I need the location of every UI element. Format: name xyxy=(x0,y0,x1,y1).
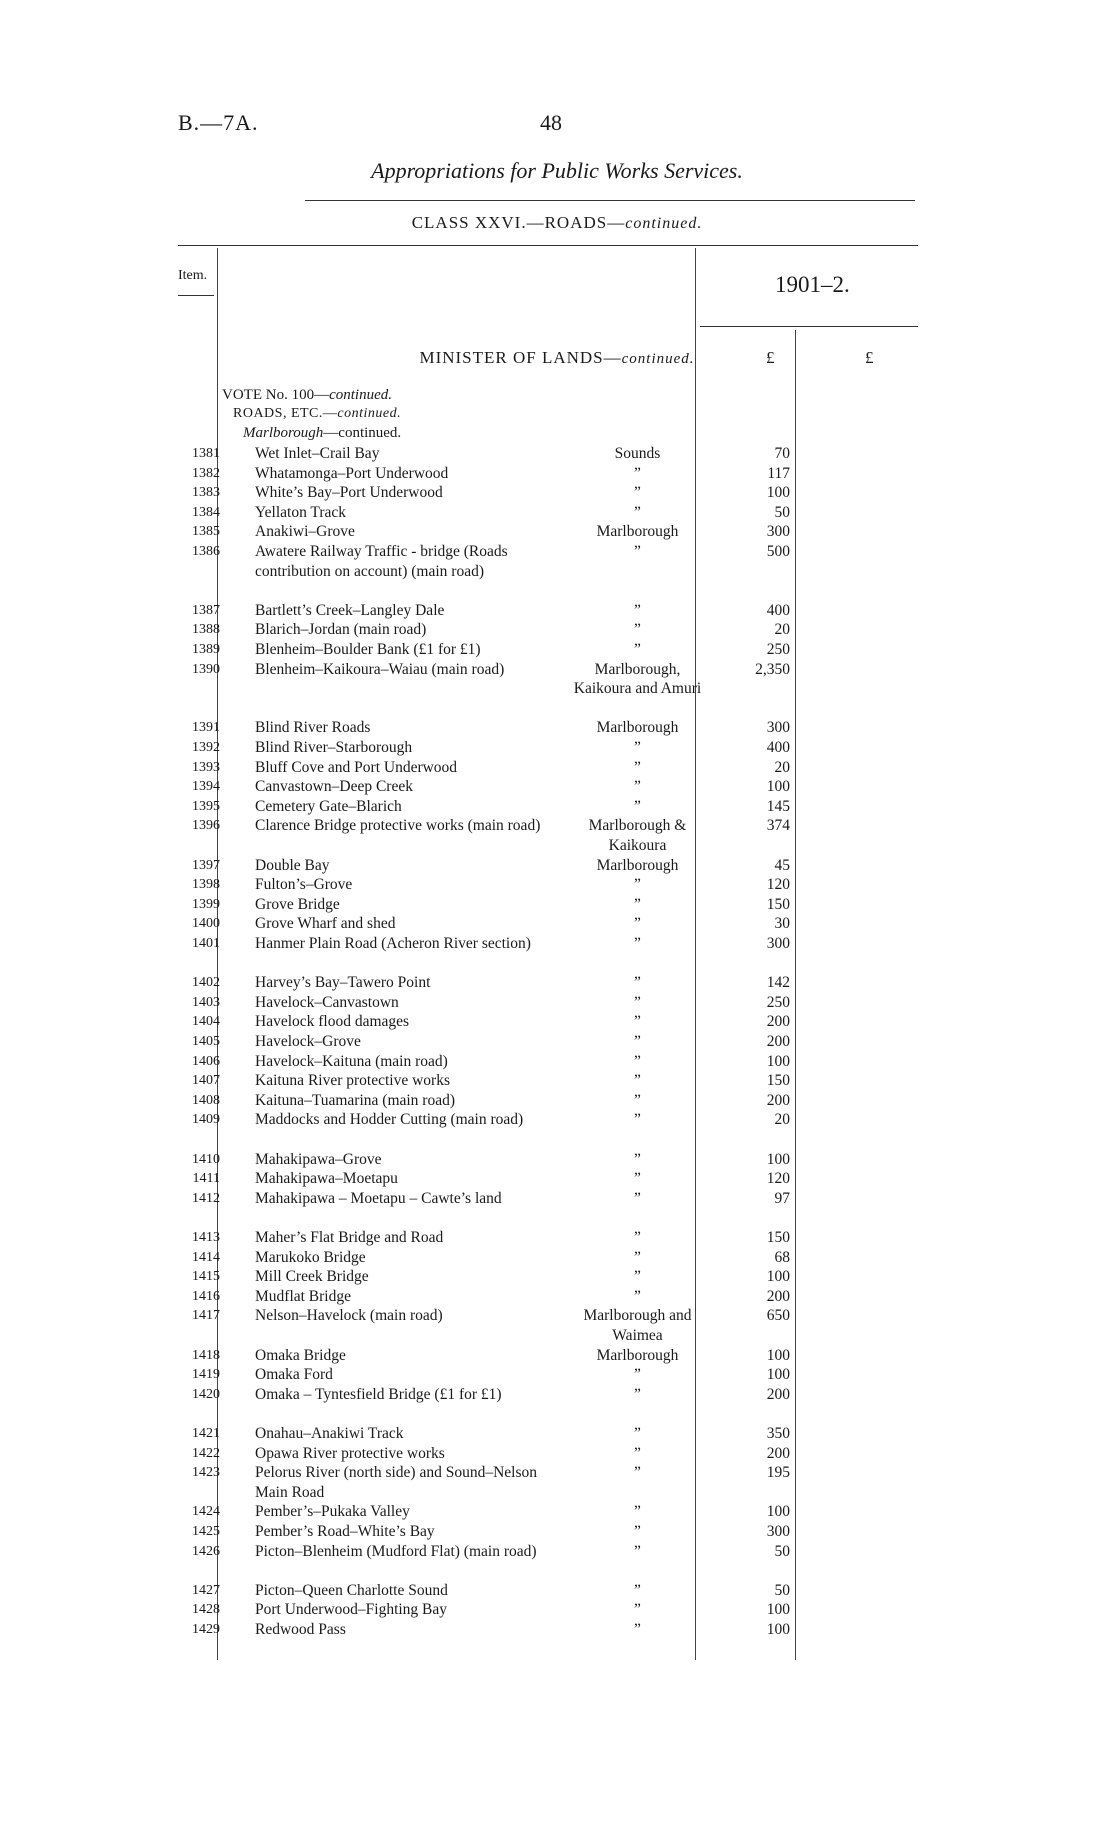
pound-column-2: £ xyxy=(865,348,874,367)
item-amount: 150 xyxy=(766,1229,790,1246)
item-name: Blind River–Starborough xyxy=(255,739,413,756)
roads-continued: continued. xyxy=(337,406,402,421)
item-district: ” xyxy=(634,1503,641,1521)
table-row xyxy=(0,1169,1114,1189)
item-number: 1412 xyxy=(192,1190,220,1206)
district-continued: —continued. xyxy=(323,425,402,441)
table-row xyxy=(0,1052,1114,1072)
table-row xyxy=(0,1306,1114,1345)
item-name: Mahakipawa–Grove xyxy=(255,1150,382,1168)
item-amount: 97 xyxy=(774,1189,790,1207)
vote-text: VOTE No. 100— xyxy=(222,387,330,403)
item-amount: 20 xyxy=(774,1111,790,1129)
item-district: ” xyxy=(634,758,641,776)
item-number: 1411 xyxy=(192,1171,220,1187)
minister-text: MINISTER OF LANDS— xyxy=(419,348,622,367)
item-number: 1384 xyxy=(192,504,220,520)
table-row xyxy=(0,1522,1114,1542)
table-row xyxy=(0,758,1114,778)
pound-column-1: £ xyxy=(766,348,775,367)
vote-heading xyxy=(222,387,392,404)
item-name: Onahau–Anakiwi Track xyxy=(255,1425,404,1442)
table-row xyxy=(0,797,1114,817)
item-district: ” xyxy=(634,1581,641,1599)
item-number: 1398 xyxy=(192,877,220,893)
item-name: Grove Wharf and shed xyxy=(255,915,396,933)
item-number: 1406 xyxy=(192,1053,220,1069)
item-district: ” xyxy=(634,974,641,992)
item-amount: 100 xyxy=(766,778,790,796)
item-amount: 250 xyxy=(766,993,790,1011)
item-number: 1386 xyxy=(192,544,220,559)
item-number: 1388 xyxy=(192,622,220,638)
item-district: Marlborough, Kaikoura and Amuri xyxy=(573,660,702,698)
item-district: ” xyxy=(634,1229,641,1246)
table-row xyxy=(0,856,1114,876)
item-district: ” xyxy=(634,1033,641,1050)
item-district: ” xyxy=(634,641,641,658)
item-amount: 200 xyxy=(766,1091,790,1109)
item-district: ” xyxy=(634,1013,641,1031)
item-amount: 120 xyxy=(766,1170,790,1188)
item-amount: 200 xyxy=(766,1013,790,1031)
item-amount: 117 xyxy=(767,464,790,482)
item-district: ” xyxy=(634,621,641,639)
item-name: Havelock–Grove xyxy=(255,1033,361,1050)
item-name: Blarich–Jordan (main road) xyxy=(255,621,427,639)
table-top-rule xyxy=(178,245,918,246)
item-amount: 100 xyxy=(766,1601,790,1619)
item-amount: 30 xyxy=(774,915,790,933)
item-district: ” xyxy=(634,1287,641,1305)
item-amount: 50 xyxy=(774,1542,790,1560)
item-amount: 300 xyxy=(766,719,790,737)
item-name: Mudflat Bridge xyxy=(255,1287,351,1305)
item-header-underline xyxy=(178,295,214,296)
item-amount: 300 xyxy=(766,523,790,541)
item-amount: 500 xyxy=(766,543,790,560)
item-district: ” xyxy=(634,876,641,894)
item-name: Havelock flood damages xyxy=(255,1013,410,1031)
item-number: 1417 xyxy=(192,1308,220,1324)
item-amount: 374 xyxy=(766,817,790,835)
item-district: ” xyxy=(634,1425,641,1442)
item-amount: 350 xyxy=(766,1425,790,1442)
item-district: ” xyxy=(634,915,641,933)
item-number: 1399 xyxy=(192,896,220,912)
item-district: ” xyxy=(634,1385,641,1403)
item-district: ” xyxy=(634,464,641,482)
item-number: 1389 xyxy=(192,642,220,657)
item-name: Bartlett’s Creek–Langley Dale xyxy=(255,601,445,619)
item-name: Blenheim–Kaikoura–Waiau (main road) xyxy=(255,660,505,678)
item-amount: 142 xyxy=(766,974,790,992)
page-title: Appropriations for Public Works Services. xyxy=(371,158,743,183)
table-row xyxy=(0,1091,1114,1111)
item-name: Grove Bridge xyxy=(255,895,340,913)
item-district: ” xyxy=(634,543,641,560)
item-name: Harvey’s Bay–Tawero Point xyxy=(255,974,431,992)
year-rule xyxy=(700,326,918,327)
table-row xyxy=(0,660,1114,719)
item-number: 1418 xyxy=(192,1347,220,1363)
table-row xyxy=(0,1542,1114,1581)
class-title-text: CLASS XXVI.—ROADS— xyxy=(411,213,626,232)
table-row xyxy=(0,1150,1114,1170)
page-number: 48 xyxy=(540,110,562,135)
item-number: 1401 xyxy=(192,936,220,951)
item-name: Pember’s–Pukaka Valley xyxy=(255,1503,410,1521)
item-name: Mahakipawa–Moetapu xyxy=(255,1170,398,1188)
item-district: ” xyxy=(634,1170,641,1188)
item-number: 1428 xyxy=(192,1602,220,1618)
class-title-continued: continued. xyxy=(625,215,703,232)
item-name: Redwood Pass xyxy=(255,1621,346,1638)
item-name: Canvastown–Deep Creek xyxy=(255,778,413,796)
table-row xyxy=(0,601,1114,621)
table-row xyxy=(0,1620,1114,1640)
table-row xyxy=(0,1581,1114,1601)
item-amount: 145 xyxy=(766,797,790,815)
item-district: ” xyxy=(634,1621,641,1638)
item-number: 1405 xyxy=(192,1034,220,1049)
item-number: 1404 xyxy=(192,1014,220,1030)
district-heading xyxy=(243,425,401,442)
item-district: Marlborough and Waimea xyxy=(583,1307,692,1344)
item-amount: 200 xyxy=(766,1287,790,1305)
table-row xyxy=(0,522,1114,542)
table-row xyxy=(0,875,1114,895)
item-number: 1421 xyxy=(192,1426,220,1441)
item-number: 1416 xyxy=(192,1288,220,1304)
item-district: ” xyxy=(634,895,641,913)
item-district: ” xyxy=(634,935,641,952)
item-name: Maher’s Flat Bridge and Road xyxy=(255,1229,444,1246)
item-district: Marlborough & Kaikoura xyxy=(588,817,687,854)
item-number: 1383 xyxy=(192,485,220,501)
table-row xyxy=(0,895,1114,915)
item-district: ” xyxy=(634,1444,641,1462)
table-row xyxy=(0,1385,1114,1424)
item-number: 1415 xyxy=(192,1269,220,1285)
item-district: ” xyxy=(634,1150,641,1168)
item-amount: 200 xyxy=(766,1444,790,1462)
item-amount: 150 xyxy=(766,1072,790,1090)
table-row xyxy=(0,1424,1114,1444)
item-district: Marlborough xyxy=(596,523,679,541)
item-number: 1402 xyxy=(192,975,220,991)
item-number: 1400 xyxy=(192,916,220,932)
item-amount: 50 xyxy=(774,1581,790,1599)
item-district: ” xyxy=(634,797,641,815)
minister-heading xyxy=(0,348,1114,368)
item-number: 1420 xyxy=(192,1386,220,1402)
item-number: 1429 xyxy=(192,1622,220,1637)
item-name: Omaka – Tyntesfield Bridge (£1 for £1) xyxy=(255,1385,502,1403)
table-row xyxy=(0,1600,1114,1620)
item-name: Anakiwi–Grove xyxy=(255,523,355,541)
item-district: ” xyxy=(634,1542,641,1560)
table-row xyxy=(0,1032,1114,1052)
table-row xyxy=(0,1463,1114,1502)
item-district: ” xyxy=(634,993,641,1011)
item-number: 1413 xyxy=(192,1230,220,1245)
item-district: Marlborough xyxy=(596,1346,679,1364)
item-name: Picton–Blenheim (Mudford Flat) (main road) xyxy=(255,1542,537,1560)
item-amount: 120 xyxy=(766,876,790,894)
item-name: Bluff Cove and Port Underwood xyxy=(255,758,458,776)
item-number: 1425 xyxy=(192,1524,220,1539)
item-name: Cemetery Gate–Blarich xyxy=(255,797,402,815)
vote-continued: continued. xyxy=(329,387,392,403)
item-amount: 100 xyxy=(766,484,790,502)
item-district: ” xyxy=(634,1111,641,1129)
item-amount: 50 xyxy=(774,503,790,521)
item-number: 1391 xyxy=(192,720,220,736)
item-name: Kaituna–Tuamarina (main road) xyxy=(255,1091,456,1109)
item-district: ” xyxy=(634,739,641,756)
item-district: Marlborough xyxy=(596,856,679,874)
item-name: Marukoko Bridge xyxy=(255,1248,366,1266)
document-reference: B.—7A. xyxy=(178,110,259,135)
item-number: 1427 xyxy=(192,1582,220,1598)
item-amount: 2,350 xyxy=(755,660,790,678)
item-number: 1387 xyxy=(192,602,220,618)
item-amount: 300 xyxy=(766,935,790,952)
item-district: ” xyxy=(634,1268,641,1286)
item-number: 1397 xyxy=(192,857,220,873)
table-row xyxy=(0,620,1114,640)
item-number: 1393 xyxy=(192,759,220,775)
item-name: Fulton’s–Grove xyxy=(255,876,353,894)
item-name: Pelorus River (north side) and Sound–Nelson Main Road xyxy=(255,1464,537,1501)
table-row xyxy=(0,483,1114,503)
table-row xyxy=(0,503,1114,523)
item-amount: 400 xyxy=(766,739,790,756)
item-amount: 100 xyxy=(766,1621,790,1638)
item-number: 1382 xyxy=(192,465,220,481)
item-district: ” xyxy=(634,601,641,619)
item-district: ” xyxy=(634,503,641,521)
item-district: ” xyxy=(634,484,641,502)
item-number: 1422 xyxy=(192,1445,220,1461)
table-row xyxy=(0,1346,1114,1366)
table-row xyxy=(0,816,1114,855)
item-name: Blenheim–Boulder Bank (£1 for £1) xyxy=(255,641,481,658)
class-title xyxy=(0,213,1114,233)
item-amount: 20 xyxy=(774,758,790,776)
table-row xyxy=(0,1189,1114,1228)
item-name: Omaka Ford xyxy=(255,1366,333,1384)
item-amount: 200 xyxy=(766,1385,790,1403)
item-number: 1424 xyxy=(192,1504,220,1520)
table-row xyxy=(0,777,1114,797)
item-district: Sounds xyxy=(614,445,661,462)
roads-text: ROADS, ETC.— xyxy=(233,406,338,421)
item-district: ” xyxy=(634,1248,641,1266)
year-header: 1901–2. xyxy=(775,272,850,297)
item-district: ” xyxy=(634,1601,641,1619)
title-rule xyxy=(305,200,915,201)
item-district: ” xyxy=(634,1189,641,1207)
item-name: Hanmer Plain Road (Acheron River section) xyxy=(255,935,531,952)
item-name: Mahakipawa – Moetapu – Cawte’s land xyxy=(255,1189,502,1207)
item-name: Maddocks and Hodder Cutting (main road) xyxy=(255,1111,524,1129)
item-amount: 70 xyxy=(774,445,790,462)
item-amount: 650 xyxy=(766,1307,790,1325)
item-district: ” xyxy=(634,1091,641,1109)
item-number: 1392 xyxy=(192,740,220,755)
item-amount: 45 xyxy=(774,856,790,874)
item-name: Blind River Roads xyxy=(255,719,371,737)
item-amount: 20 xyxy=(774,621,790,639)
table-row xyxy=(0,914,1114,934)
item-name: Awatere Railway Traffic - bridge (Roads contribution on account) (main road) xyxy=(255,543,508,580)
item-name: Omaka Bridge xyxy=(255,1346,346,1364)
table-row xyxy=(0,1110,1114,1149)
table-row xyxy=(0,973,1114,993)
item-district: ” xyxy=(634,1072,641,1090)
item-number: 1403 xyxy=(192,994,220,1010)
table-row xyxy=(0,464,1114,484)
item-name: White’s Bay–Port Underwood xyxy=(255,484,443,502)
item-name: Pember’s Road–White’s Bay xyxy=(255,1523,435,1540)
item-amount: 200 xyxy=(766,1033,790,1050)
item-name: Kaituna River protective works xyxy=(255,1072,450,1090)
item-name: Picton–Queen Charlotte Sound xyxy=(255,1581,448,1599)
item-name: Whatamonga–Port Underwood xyxy=(255,464,449,482)
item-district: Marlborough xyxy=(596,719,679,737)
table-row xyxy=(0,444,1114,464)
item-amount: 150 xyxy=(766,895,790,913)
item-district: ” xyxy=(634,778,641,796)
item-amount: 100 xyxy=(766,1052,790,1070)
roads-heading xyxy=(233,406,401,422)
item-amount: 300 xyxy=(766,1523,790,1540)
item-amount: 100 xyxy=(766,1346,790,1364)
item-district: ” xyxy=(634,1464,641,1482)
item-number: 1395 xyxy=(192,798,220,814)
table-row xyxy=(0,1365,1114,1385)
table-row xyxy=(0,934,1114,973)
table-row xyxy=(0,1228,1114,1248)
item-district: ” xyxy=(634,1052,641,1070)
item-column-header: Item. xyxy=(178,268,208,283)
item-number: 1419 xyxy=(192,1367,220,1383)
table-row xyxy=(0,1012,1114,1032)
item-name: Port Underwood–Fighting Bay xyxy=(255,1601,448,1619)
item-amount: 100 xyxy=(766,1366,790,1384)
item-amount: 195 xyxy=(766,1464,790,1482)
table-row xyxy=(0,1287,1114,1307)
item-number: 1385 xyxy=(192,524,220,540)
item-amount: 68 xyxy=(774,1248,790,1266)
item-name: Clarence Bridge protective works (main road) xyxy=(255,817,541,835)
item-name: Mill Creek Bridge xyxy=(255,1268,369,1286)
item-number: 1390 xyxy=(192,661,220,677)
item-number: 1408 xyxy=(192,1092,220,1108)
item-name: Nelson–Havelock (main road) xyxy=(255,1307,443,1325)
table-row xyxy=(0,1248,1114,1268)
item-number: 1410 xyxy=(192,1151,220,1167)
table-row xyxy=(0,738,1114,758)
item-amount: 100 xyxy=(766,1268,790,1286)
item-name: Opawa River protective works xyxy=(255,1444,445,1462)
table-row xyxy=(0,640,1114,660)
item-district: ” xyxy=(634,1366,641,1384)
item-number: 1396 xyxy=(192,818,220,834)
item-number: 1423 xyxy=(192,1465,220,1481)
item-name: Havelock–Canvastown xyxy=(255,993,399,1011)
table-row xyxy=(0,993,1114,1013)
item-number: 1381 xyxy=(192,446,220,461)
item-number: 1409 xyxy=(192,1112,220,1128)
table-row xyxy=(0,1502,1114,1522)
table-row xyxy=(0,1071,1114,1091)
item-number: 1414 xyxy=(192,1249,220,1265)
item-name: Yellaton Track xyxy=(255,503,347,521)
item-name: Double Bay xyxy=(255,856,330,874)
minister-continued: continued. xyxy=(621,351,695,367)
table-row xyxy=(0,718,1114,738)
item-name: Havelock–Kaituna (main road) xyxy=(255,1052,448,1070)
item-amount: 250 xyxy=(766,641,790,658)
item-name: Wet Inlet–Crail Bay xyxy=(255,445,380,462)
district-name: Marlborough xyxy=(243,425,324,441)
table-row xyxy=(0,542,1114,601)
item-amount: 400 xyxy=(766,601,790,619)
table-row xyxy=(0,1444,1114,1464)
item-amount: 100 xyxy=(766,1150,790,1168)
item-amount: 100 xyxy=(766,1503,790,1521)
item-number: 1394 xyxy=(192,779,220,795)
table-row xyxy=(0,1267,1114,1287)
item-number: 1426 xyxy=(192,1543,220,1559)
item-number: 1407 xyxy=(192,1073,220,1089)
item-district: ” xyxy=(634,1523,641,1540)
